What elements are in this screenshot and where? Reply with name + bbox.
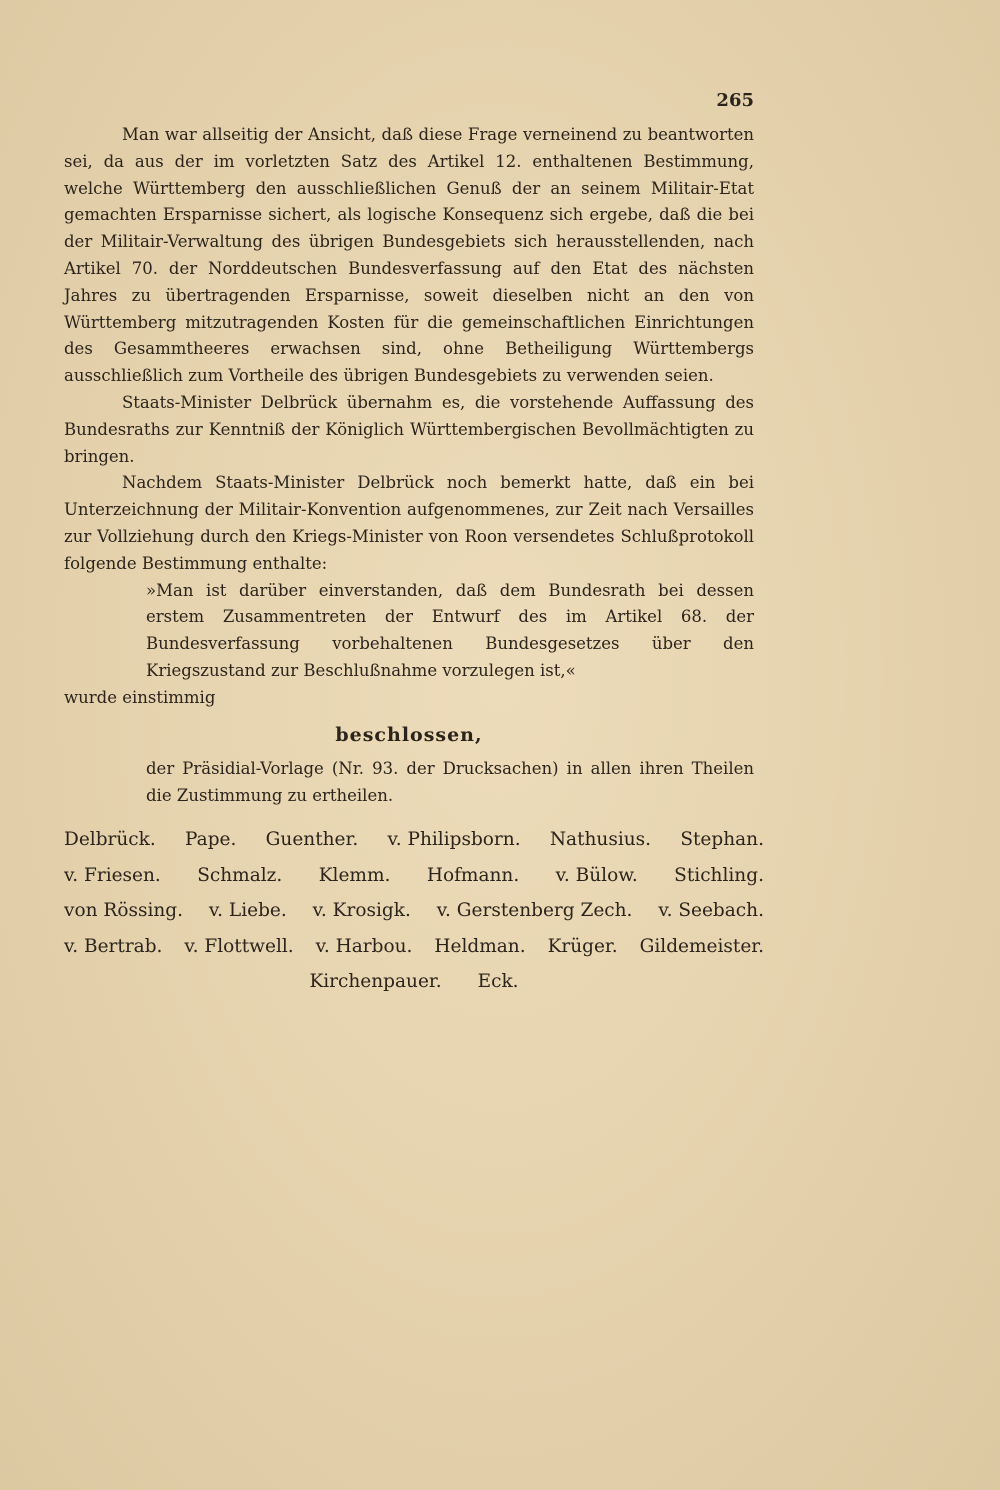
page-number: 265: [716, 90, 754, 111]
signature: v. Flottwell.: [184, 935, 294, 957]
signature-row: [64, 893, 764, 929]
signature: Eck.: [477, 971, 519, 992]
signature: Guenther.: [265, 829, 359, 850]
quoted-provision: »Man ist darüber einverstanden, daß dem Bundesrath bei dessen erstem Zusammentreten der Entwurf des im Artikel 68. der Bundesverfassung vorbehaltenen Bundesgesetzes über den Kriegszustand zur Beschlußnahme vorzulegen ist,«: [146, 580, 754, 680]
signature: v. Harbou.: [315, 935, 413, 957]
signature: Kirchenpauer.: [309, 971, 442, 992]
signature: von Rössing.: [64, 900, 183, 921]
paragraph: Nachdem Staats-Minister Delbrück noch bemerkt hatte, daß ein bei Unterzeichnung der Militair-Konvention aufgenommenes, zur Zeit nach Versailles zur Vollziehung durch den Kriegs-Minister von Roon versendetes Schlußprotokoll folgende Bestimmung enthalte:: [64, 473, 754, 573]
signature: v. Liebe.: [208, 900, 287, 921]
signatures: [64, 822, 764, 1000]
decision-intro: wurde einstimmig: [64, 687, 216, 707]
signature: Heldman.: [434, 935, 526, 957]
signature-row: [64, 858, 764, 894]
signature: Klemm.: [318, 864, 391, 886]
signature: v. Philipsborn.: [387, 829, 521, 850]
signature: v. Friesen.: [64, 864, 161, 886]
decision-text: der Präsidial-Vorlage (Nr. 93. der Drucksachen) in allen ihren Theilen die Zustimmung zu ertheilen.: [146, 759, 754, 806]
signature-row: [64, 822, 764, 858]
signature: v. Bertrab.: [64, 935, 163, 957]
signature: v. Bülow.: [555, 864, 638, 886]
paragraph: Staats-Minister Delbrück übernahm es, die vorstehende Auffassung des Bundesraths zur Kenntniß der Königlich Württembergischen Bevollmächtigten zu bringen.: [64, 392, 754, 466]
body-text: [64, 122, 754, 810]
signature: v. Krosigk.: [312, 900, 411, 921]
signature: v. Seebach.: [658, 900, 764, 921]
signature: Stichling.: [674, 864, 764, 886]
signature: Schmalz.: [197, 864, 283, 886]
signature: v. Gerstenberg Zech.: [436, 900, 633, 921]
signature: Stephan.: [680, 829, 764, 850]
signature: Pape.: [185, 829, 237, 850]
signature: Krüger.: [547, 935, 618, 957]
decision-word: beschlossen,: [335, 723, 483, 746]
signature-row: [64, 964, 764, 1000]
signature: Nathusius.: [549, 829, 652, 850]
signature-row: [64, 929, 764, 965]
paragraph: Man war allseitig der Ansicht, daß diese Frage verneinend zu beantworten sei, da aus der im vorletzten Satz des Artikel 12. enthaltenen Bestimmung, welche Württemberg den ausschließlichen Genuß der an seinem Militair-Etat gemachten Ersparnisse sichert, als logische Konsequenz sich ergebe, daß die bei der Militair-Verwaltung des übrigen Bundesgebiets sich herausstellenden, nach Artikel 70. der Norddeutschen Bundesverfassung auf den Etat des nächsten Jahres zu übertragenden Ersparnisse, soweit dieselben nicht an den von Württemberg mitzutragenden Kosten für die gemeinschaftlichen Einrichtungen des Gesammtheeres erwachsen sind, ohne Betheiligung Württembergs ausschließlich zum Vortheile des übrigen Bundesgebiets zu verwenden seien.: [64, 125, 754, 386]
signature: Delbrück.: [64, 829, 156, 850]
signature: Gildemeister.: [639, 935, 764, 957]
signature: Hofmann.: [426, 864, 520, 886]
